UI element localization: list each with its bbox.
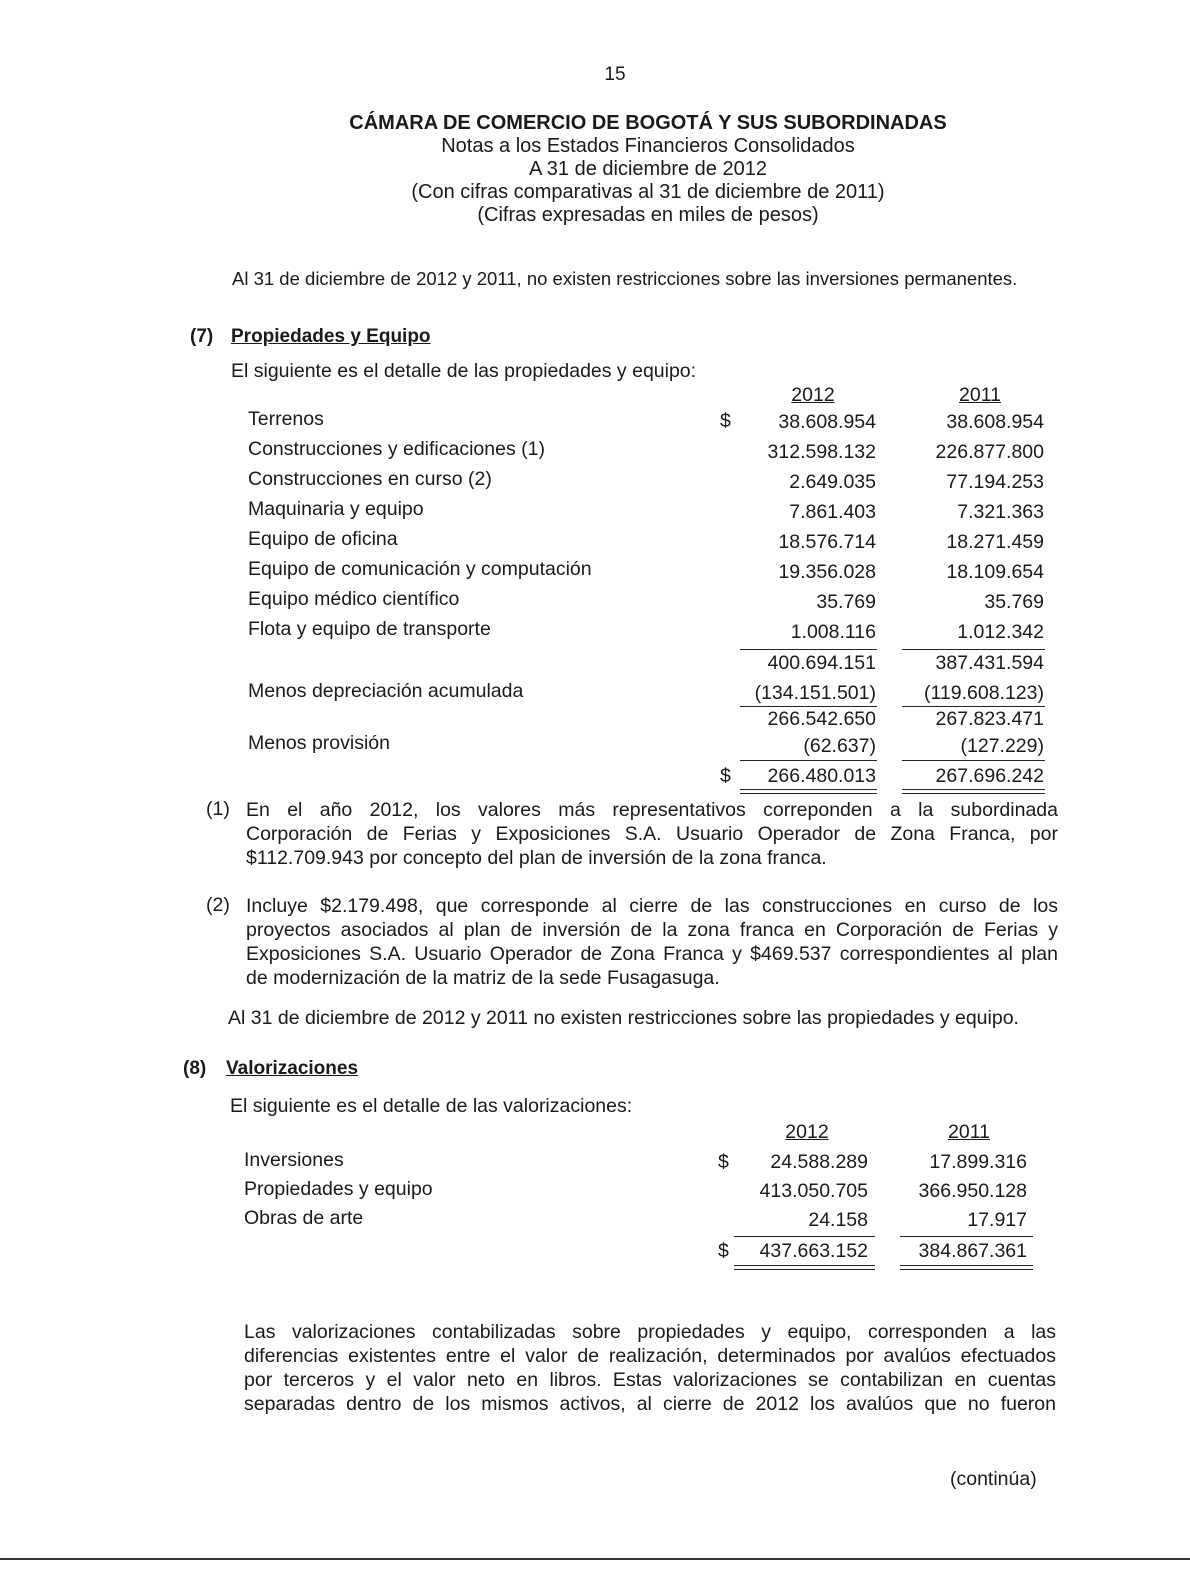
s8-rule-1 bbox=[734, 1236, 875, 1237]
section-8-number: (8) bbox=[183, 1058, 207, 1079]
s7-row-label: Maquinaria y equipo bbox=[248, 498, 424, 520]
note-2-line: Exposiciones S.A. Usuario Operador de Zona Franca y $469.537 correspondientes al plan bbox=[246, 943, 1058, 965]
s7-row-2012: 19.356.028 bbox=[778, 561, 876, 583]
s7-subtotal2-2012: 266.542.650 bbox=[767, 708, 876, 730]
s8-row-2012: 24.588.289 bbox=[770, 1151, 868, 1173]
s7-row-2012: 312.598.132 bbox=[767, 441, 876, 463]
s8-row-2012: 24.158 bbox=[808, 1209, 868, 1231]
section-8-intro: El siguiente es el detalle de las valorizaciones: bbox=[230, 1095, 633, 1117]
s8-row-label: Propiedades y equipo bbox=[244, 1178, 433, 1200]
s7-provision-2011: (127.229) bbox=[960, 735, 1044, 757]
s7-provision-2012: (62.637) bbox=[803, 735, 876, 757]
s7-double-rule-b bbox=[902, 789, 1045, 794]
header-line-3: (Con cifras comparativas al 31 de diciembre de 2011) bbox=[411, 181, 885, 203]
section-7-closing: Al 31 de diciembre de 2012 y 2011 no existen restricciones sobre las propiedades y equipo. bbox=[228, 1007, 1019, 1029]
s7-row-label: Terrenos bbox=[248, 408, 324, 430]
note-1-line: Corporación de Ferias y Exposiciones S.A. Usuario Operador de Zona Franca, por bbox=[246, 823, 1058, 845]
s8-row-label: Inversiones bbox=[244, 1149, 344, 1171]
s8-year-2011: 2011 bbox=[948, 1121, 990, 1143]
s7-row-2011: 226.877.800 bbox=[935, 441, 1044, 463]
s7-row-2012: 1.008.116 bbox=[790, 621, 876, 643]
s7-row-label: Equipo de oficina bbox=[248, 528, 398, 550]
intro-text: Al 31 de diciembre de 2012 y 2011, no existen restricciones sobre las inversiones permanentes. bbox=[232, 268, 1018, 289]
note-2-index: (2) bbox=[206, 894, 230, 916]
s7-row-label: Flota y equipo de transporte bbox=[248, 618, 491, 640]
section-7-intro: El siguiente es el detalle de las propiedades y equipo: bbox=[231, 360, 697, 382]
s7-row-2011: 35.769 bbox=[984, 591, 1044, 613]
section-7-number: (7) bbox=[190, 326, 214, 347]
s7-rule-1b bbox=[902, 649, 1045, 650]
section-7-title: Propiedades y Equipo bbox=[231, 326, 431, 347]
s8-total-2011: 384.867.361 bbox=[918, 1240, 1027, 1262]
s7-row-2012: 2.649.035 bbox=[789, 471, 876, 493]
company-title: CÁMARA DE COMERCIO DE BOGOTÁ Y SUS SUBORDINADAS bbox=[349, 112, 947, 134]
s7-currency-top: $ bbox=[720, 410, 731, 432]
s7-row-label: Equipo de comunicación y computación bbox=[248, 558, 592, 580]
s7-rule-2b bbox=[902, 706, 1045, 707]
s8-currency-top: $ bbox=[718, 1151, 729, 1173]
continued-label: (continúa) bbox=[950, 1468, 1037, 1490]
s7-row-label: Equipo médico científico bbox=[248, 588, 460, 610]
s7-year-2011: 2011 bbox=[959, 384, 1001, 406]
note-1-index: (1) bbox=[206, 798, 230, 820]
s7-row-2011: 18.271.459 bbox=[946, 531, 1044, 553]
s8-row-2011: 17.899.316 bbox=[929, 1151, 1027, 1173]
header-line-4: (Cifras expresadas en miles de pesos) bbox=[477, 204, 819, 226]
s7-row-2011: 7.321.363 bbox=[957, 501, 1044, 523]
section-8-paragraph bbox=[244, 1320, 1056, 1416]
s7-subtotal-2012: 400.694.151 bbox=[767, 652, 876, 674]
s7-rule-1 bbox=[740, 649, 877, 650]
s7-subtotal-2011: 387.431.594 bbox=[935, 652, 1044, 674]
note-1-text bbox=[246, 798, 1058, 870]
s7-row-2012: 38.608.954 bbox=[778, 411, 876, 433]
s7-provision-label: Menos provisión bbox=[248, 732, 390, 754]
note-2-line: proyectos asociados al plan de inversión de la zona franca en Corporación de Ferias y bbox=[246, 919, 1058, 941]
s7-total-2012: 266.480.013 bbox=[767, 765, 876, 787]
s8-row-2011: 17.917 bbox=[967, 1209, 1027, 1231]
s7-row-2012: 7.861.403 bbox=[789, 501, 876, 523]
note-2-line: de modernización de la matriz de la sede Fusagasuga. bbox=[246, 967, 720, 989]
s7-depreciation-label: Menos depreciación acumulada bbox=[248, 680, 524, 702]
note-2-text bbox=[246, 894, 1058, 990]
s8-row-2012: 413.050.705 bbox=[759, 1180, 868, 1202]
s7-subtotal2-2011: 267.823.471 bbox=[935, 708, 1044, 730]
s8-paragraph-line: Las valorizaciones contabilizadas sobre propiedades y equipo, corresponden a las bbox=[244, 1321, 1056, 1343]
s8-double-rule bbox=[734, 1265, 875, 1270]
note-1-line: En el año 2012, los valores más representativos correponden a la subordinada bbox=[246, 799, 1058, 821]
s8-rule-1b bbox=[900, 1236, 1033, 1237]
s8-row-label: Obras de arte bbox=[244, 1207, 364, 1229]
s8-paragraph-line: diferencias existentes entre el valor de realización, determinados por avalúos efectuados bbox=[244, 1345, 1056, 1367]
s7-year-2012: 2012 bbox=[791, 384, 835, 406]
s8-currency-total: $ bbox=[718, 1240, 729, 1262]
note-1-line: $112.709.943 por concepto del plan de inversión de la zona franca. bbox=[246, 847, 827, 869]
s8-paragraph-line: por terceros y el valor neto en libros. Estas valorizaciones se contabilizan en cuentas bbox=[244, 1369, 1056, 1391]
s7-depreciation-2012: (134.151.501) bbox=[754, 682, 876, 704]
s7-rule-3 bbox=[740, 760, 877, 761]
s8-row-2011: 366.950.128 bbox=[918, 1180, 1027, 1202]
s7-row-label: Construcciones en curso (2) bbox=[248, 468, 492, 490]
s7-double-rule bbox=[740, 789, 877, 794]
s7-row-label: Construcciones y edificaciones (1) bbox=[248, 438, 545, 460]
note-2-line: Incluye $2.179.498, que corresponde al cierre de las construcciones en curso de los bbox=[246, 895, 1058, 917]
s7-row-2011: 18.109.654 bbox=[946, 561, 1044, 583]
s7-depreciation-2011: (119.608.123) bbox=[924, 682, 1044, 704]
s7-total-2011: 267.696.242 bbox=[935, 765, 1044, 787]
s8-year-2012: 2012 bbox=[785, 1121, 829, 1143]
s8-paragraph-line: separadas dentro de los mismos activos, al cierre de 2012 los avalúos que no fueron bbox=[244, 1393, 1056, 1415]
s7-row-2011: 1.012.342 bbox=[957, 621, 1044, 643]
s8-total-2012: 437.663.152 bbox=[759, 1240, 868, 1262]
s7-currency-total: $ bbox=[720, 765, 731, 787]
s7-row-2011: 38.608.954 bbox=[946, 411, 1044, 433]
s7-row-2012: 18.576.714 bbox=[778, 531, 876, 553]
page-bottom-rule bbox=[0, 1558, 1190, 1560]
page-number: 15 bbox=[604, 64, 626, 85]
s7-row-2011: 77.194.253 bbox=[946, 471, 1044, 493]
header-line-1: Notas a los Estados Financieros Consolidados bbox=[441, 135, 855, 157]
s7-row-2012: 35.769 bbox=[816, 591, 876, 613]
section-8-title: Valorizaciones bbox=[226, 1058, 359, 1079]
s7-rule-3b bbox=[902, 760, 1045, 761]
s7-rule-2 bbox=[740, 706, 877, 707]
s8-double-rule-b bbox=[900, 1265, 1033, 1270]
header-line-2: A 31 de diciembre de 2012 bbox=[529, 158, 767, 180]
